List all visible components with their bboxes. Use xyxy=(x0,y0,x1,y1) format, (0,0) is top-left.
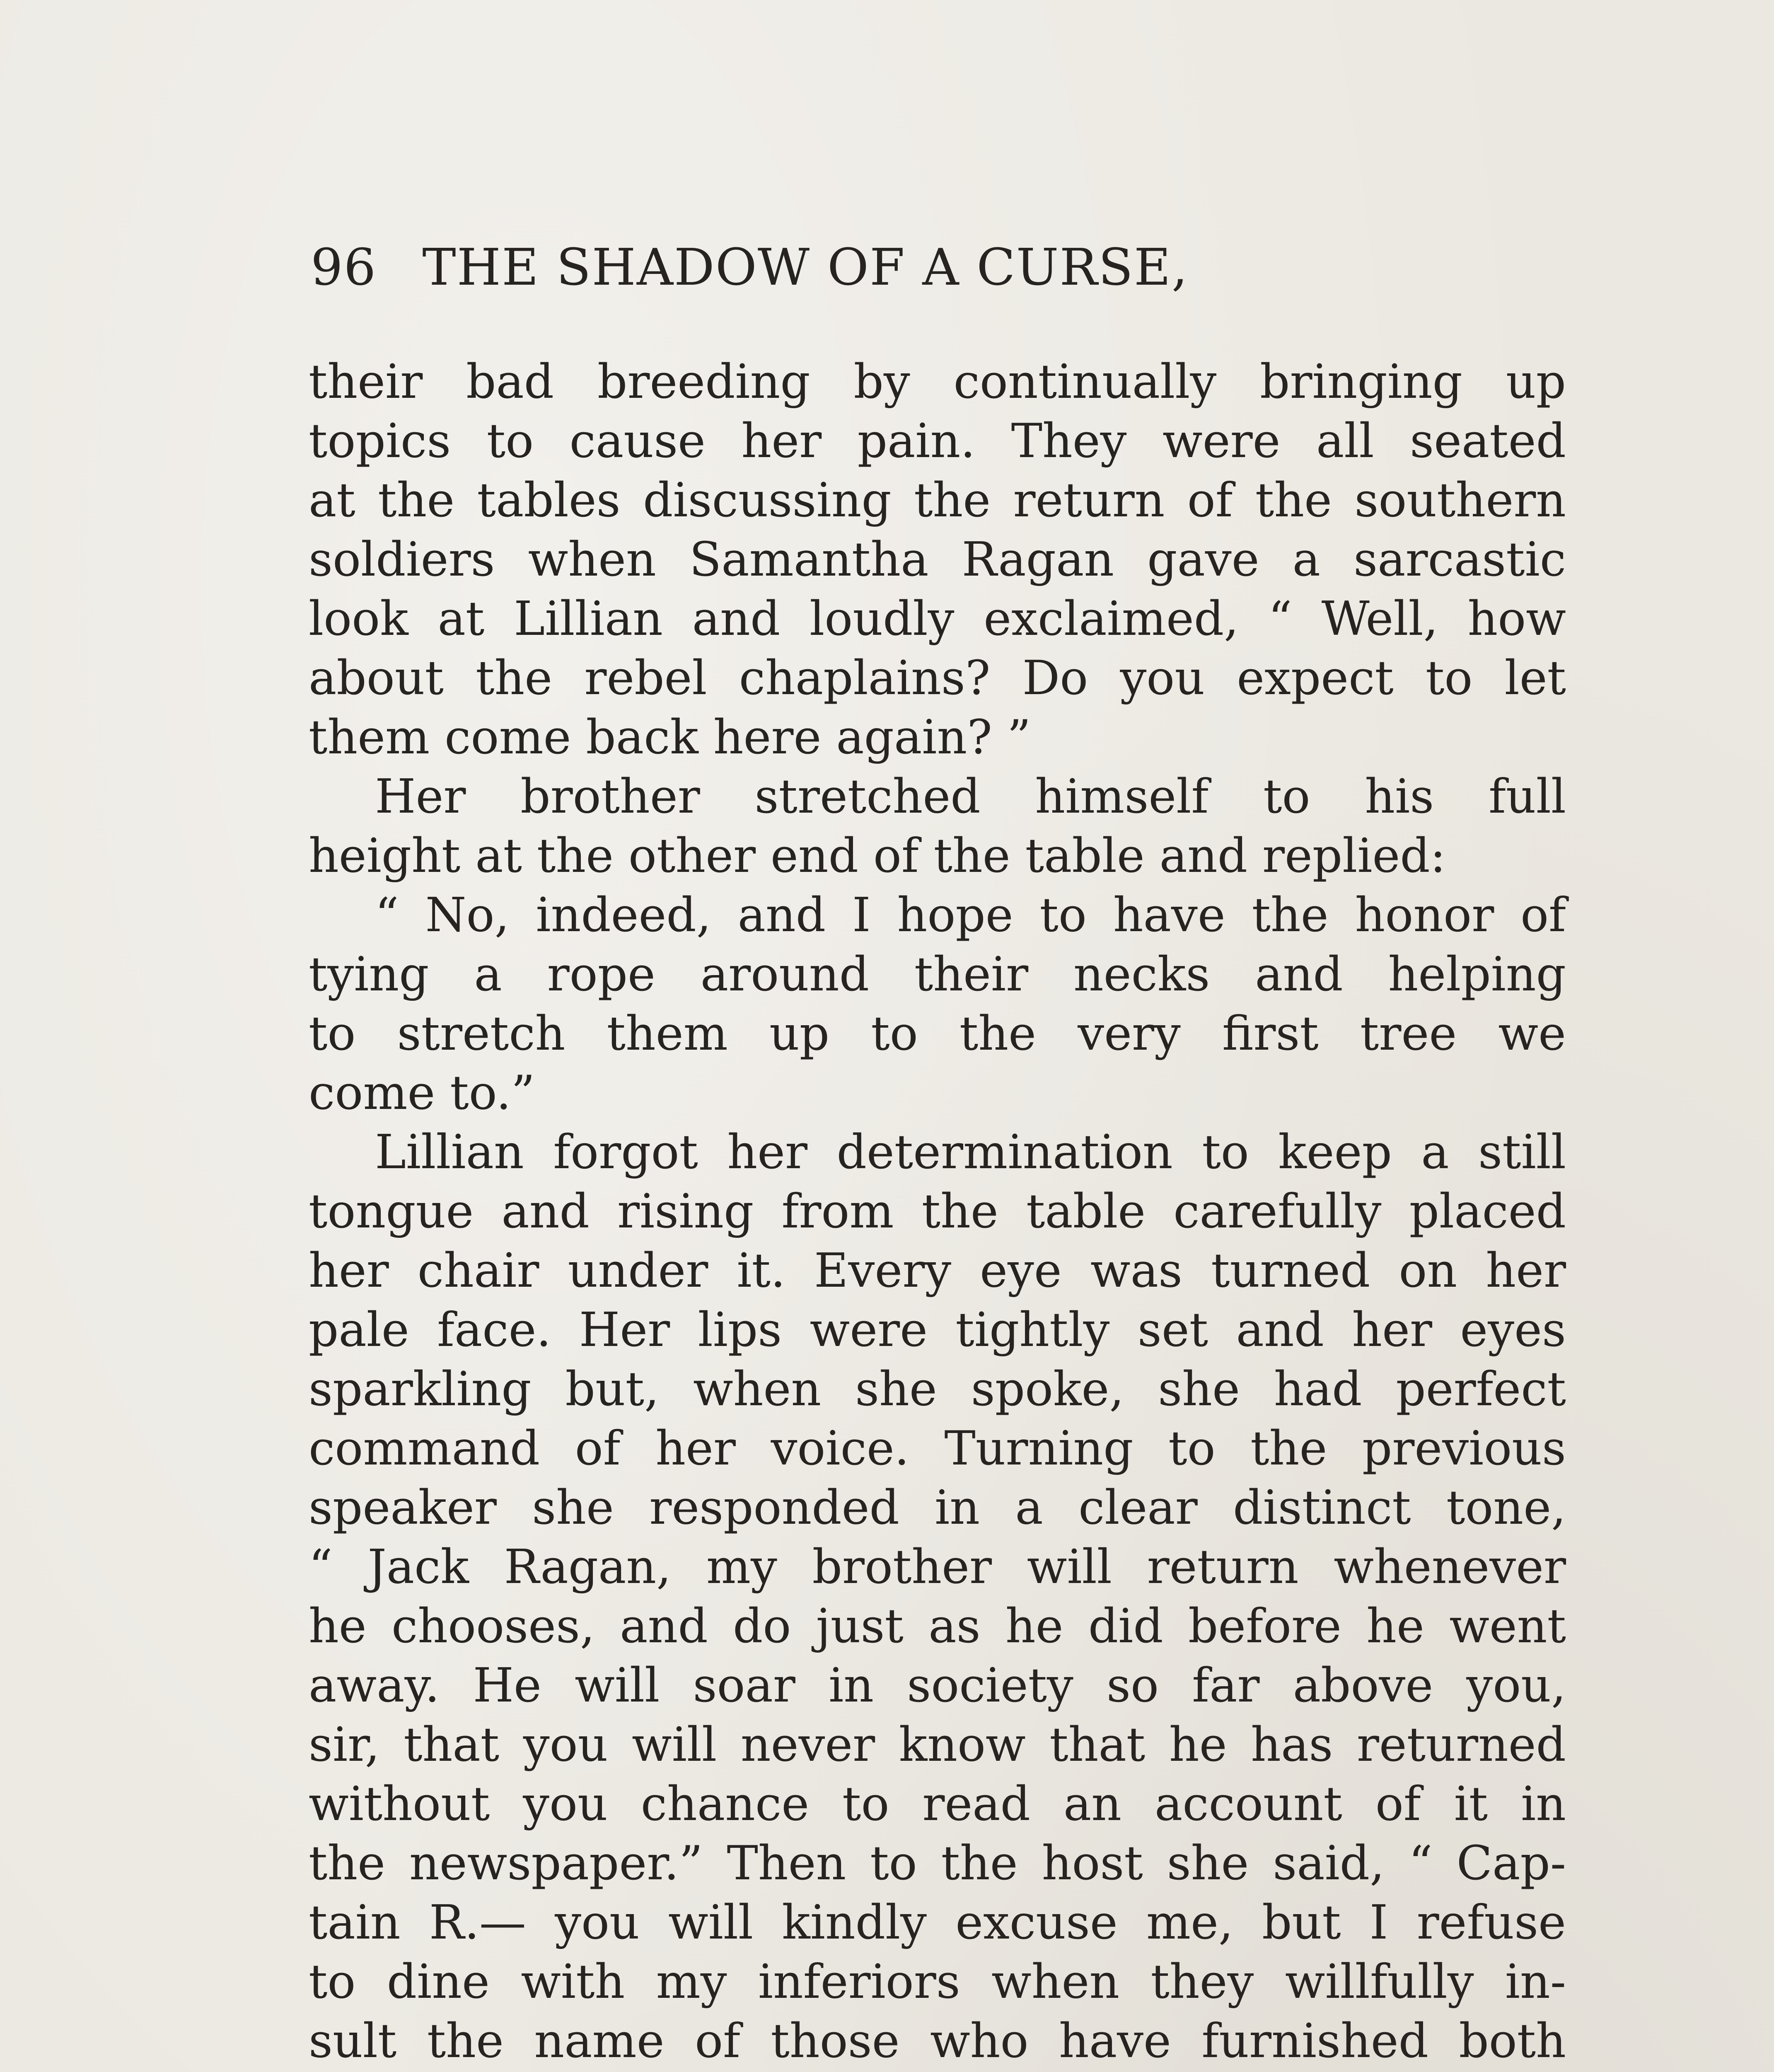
text-line: come to.” xyxy=(309,1065,535,1120)
text-line: sir, that you will never know that he has returned xyxy=(309,1717,1566,1772)
running-title: THE SHADOW OF A CURSE, xyxy=(422,238,1189,297)
text-line: speaker she responded in a clear distinct tone, xyxy=(309,1480,1566,1535)
text-line: about the rebel chaplains? Do you expect to let xyxy=(309,651,1566,705)
text-line: he chooses, and do just as he did before he went xyxy=(309,1599,1566,1653)
text-line: sparkling but, when she spoke, she had perfect xyxy=(309,1362,1566,1416)
text-line: topics to cause her pain. They were all seated xyxy=(309,414,1566,468)
text-line: “ Jack Ragan, my brother will return whenever xyxy=(309,1539,1566,1594)
text-line: tongue and rising from the table carefully placed xyxy=(309,1184,1566,1239)
body-text xyxy=(309,352,1566,2072)
text-line: look at Lillian and loudly exclaimed, “ Well, how xyxy=(309,591,1566,646)
text-line: their bad breeding by continually bringing up xyxy=(309,354,1566,409)
text-line: them come back here again? ” xyxy=(309,710,1031,765)
text-line: pale face. Her lips were tightly set and her eyes xyxy=(309,1302,1566,1357)
text-line: without you chance to read an account of it in xyxy=(309,1777,1566,1831)
text-line: “ No, indeed, and I hope to have the honor of xyxy=(375,888,1566,942)
text-line: at the tables discussing the return of the southern xyxy=(309,473,1566,528)
text-line: away. He will soar in society so far above you, xyxy=(309,1658,1566,1713)
text-line: the newspaper.” Then to the host she said, “ Cap- xyxy=(309,1836,1566,1890)
text-line: soldiers when Samantha Ragan gave a sarcastic xyxy=(309,532,1566,587)
text-line: height at the other end of the table and replied: xyxy=(309,828,1446,883)
text-line: to dine with my inferiors when they willfully in- xyxy=(309,1954,1566,2009)
page-number: 96 xyxy=(311,238,377,297)
running-head xyxy=(311,230,1566,305)
text-line: Her brother stretched himself to his full xyxy=(375,769,1566,824)
text-line: tain R.— you will kindly excuse me, but I refuse xyxy=(309,1895,1566,1950)
text-line: her chair under it. Every eye was turned on her xyxy=(309,1243,1566,1298)
text-line: command of her voice. Turning to the previous xyxy=(309,1421,1566,1476)
text-line: Lillian forgot her determination to keep a still xyxy=(375,1125,1566,1179)
text-line: tying a rope around their necks and helping xyxy=(309,947,1566,1002)
text-line: sult the name of those who have furnished both xyxy=(309,2014,1566,2068)
text-line: to stretch them up to the very first tree we xyxy=(309,1006,1566,1061)
